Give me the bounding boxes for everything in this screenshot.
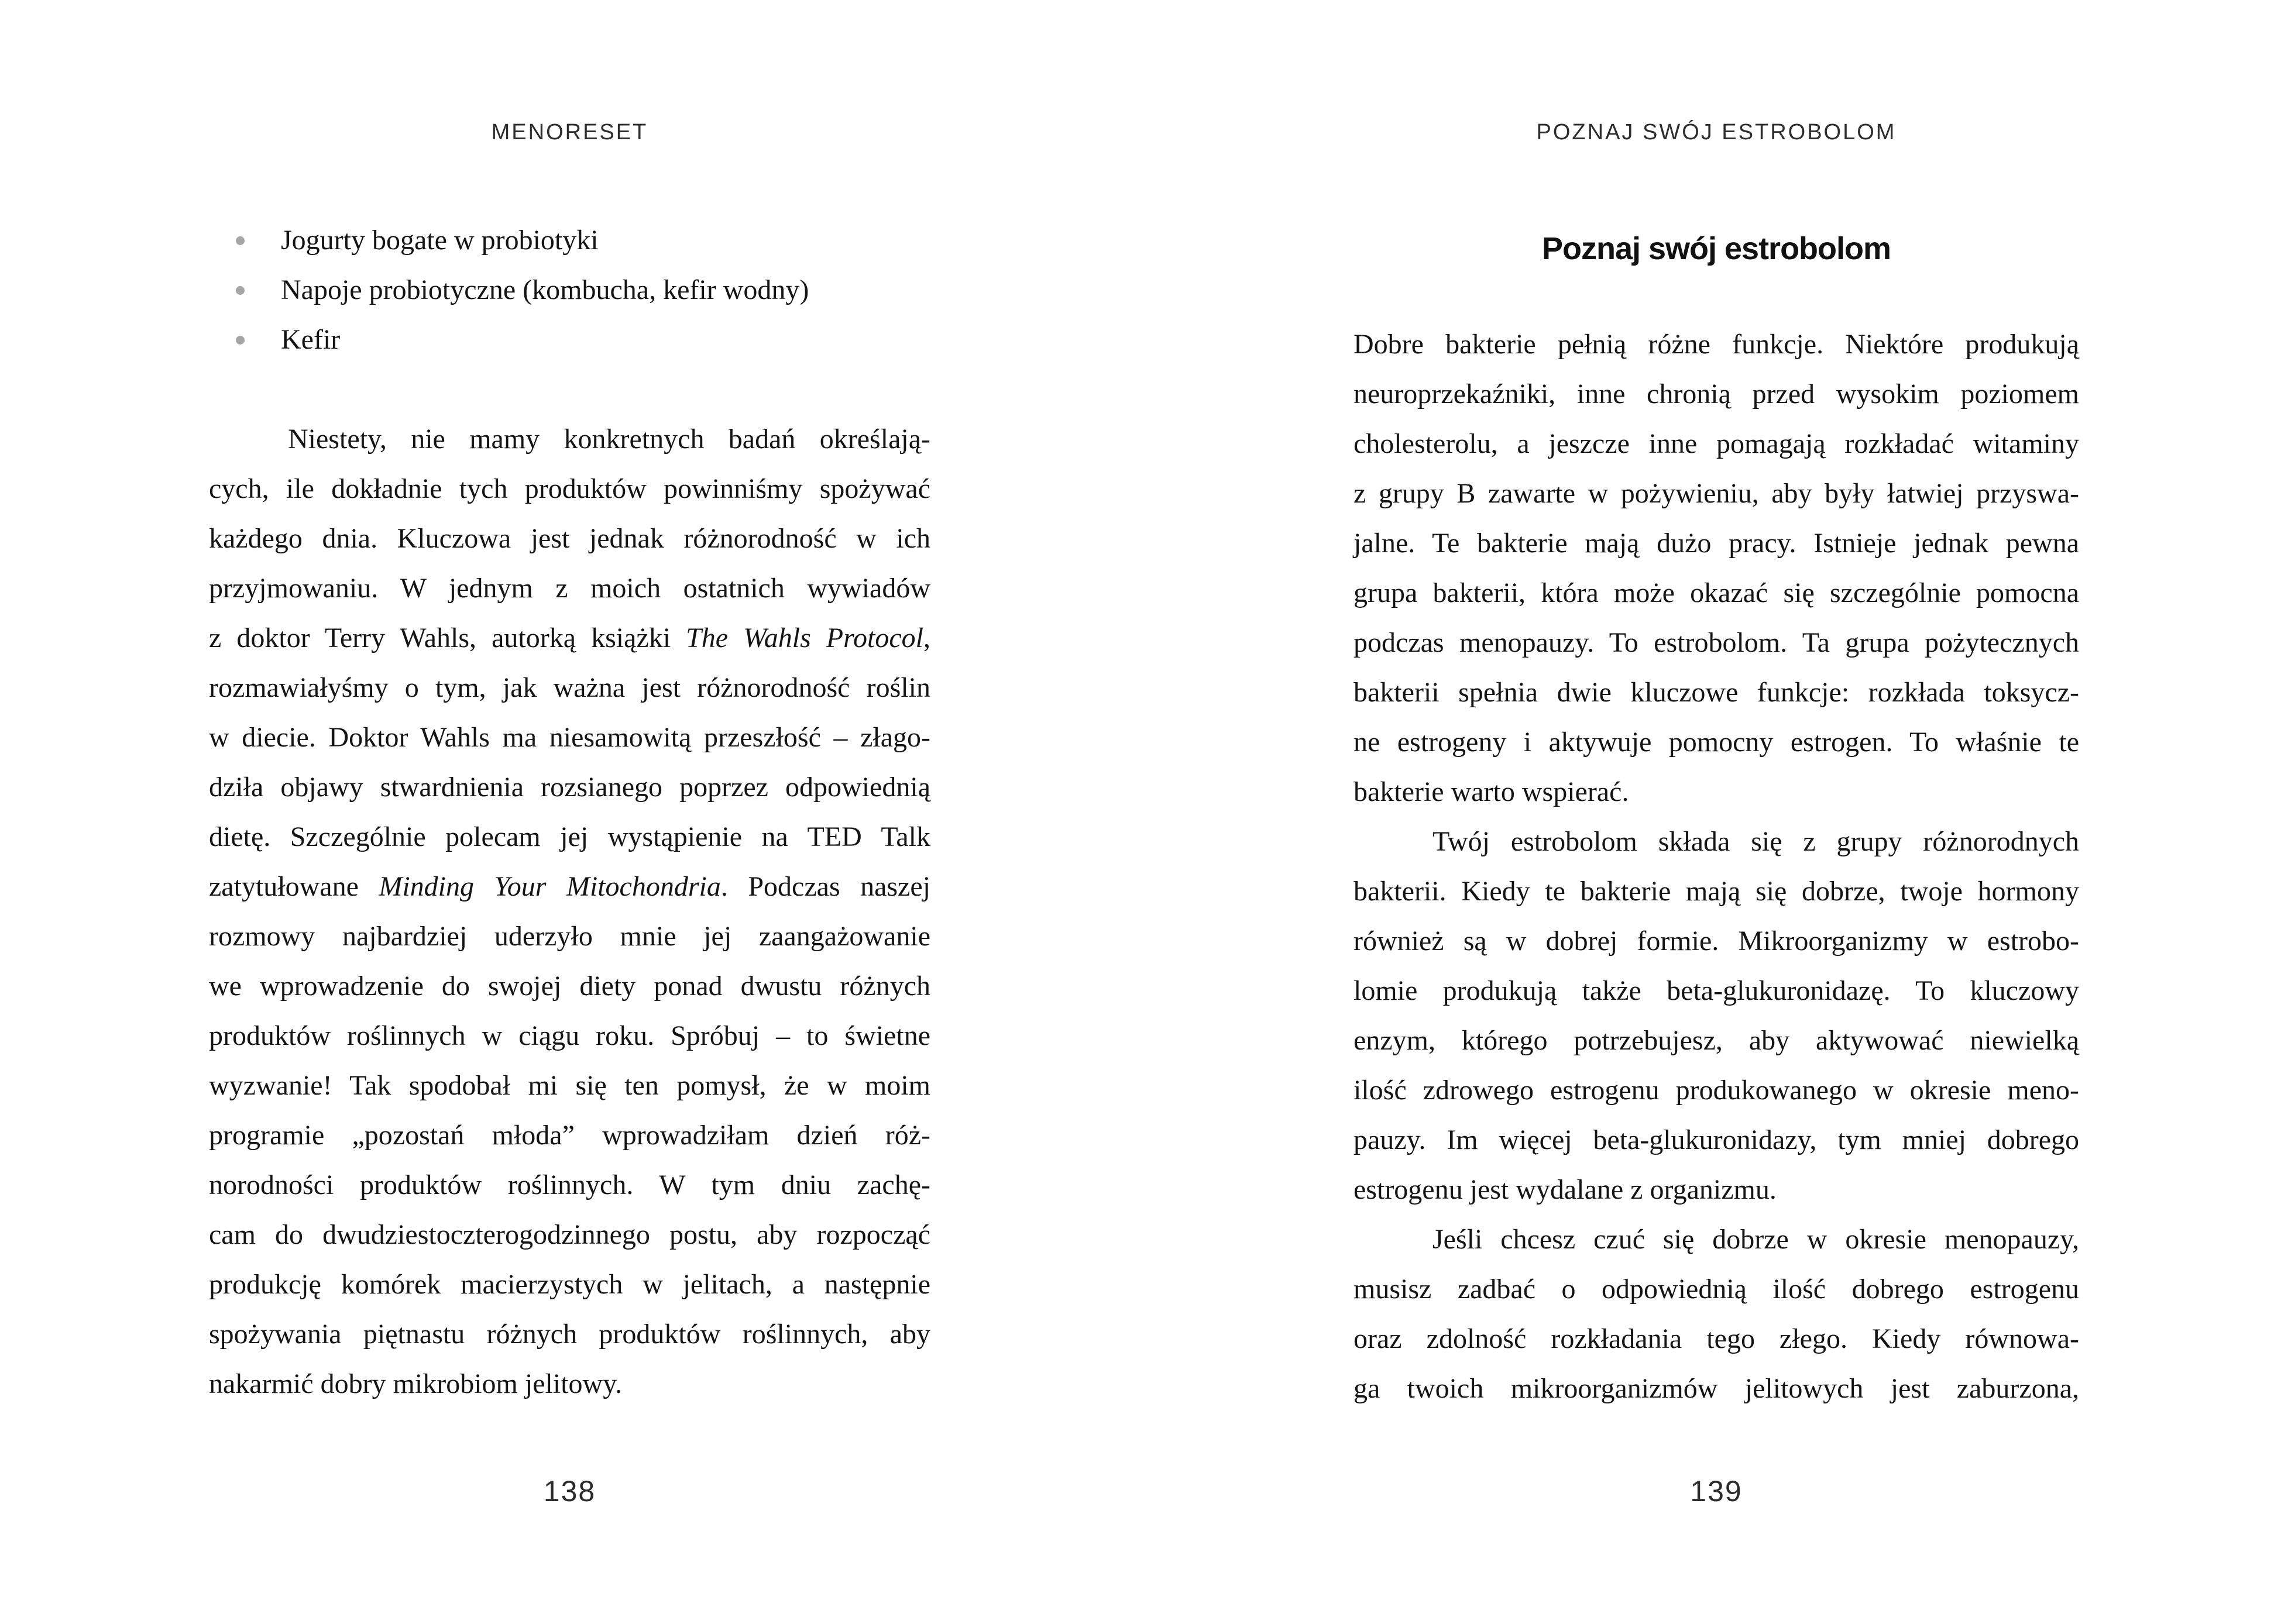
text-line (1354, 866, 2079, 916)
text-line (209, 713, 930, 762)
text-segment: ga twoich mikroorganizmów jelitowych jest zaburzona, (1354, 1373, 2079, 1404)
text-line (209, 862, 930, 911)
text-line (209, 563, 930, 613)
text-line (209, 514, 930, 563)
text-segment: bakterii. Kiedy te bakterie mają się dobrze, twoje hormony (1354, 876, 2079, 907)
text-segment: . Podczas naszej (720, 871, 931, 902)
paragraph (209, 414, 930, 1409)
text-segment: cych, ile dokładnie tych produktów powinniśmy spożywać (209, 473, 930, 504)
text-segment: bakterie warto wspierać. (1354, 776, 1629, 807)
text-line (1354, 518, 2079, 568)
page-number-right: 139 (1690, 1475, 1743, 1508)
section-title: Poznaj swój estrobolom (1541, 231, 1891, 266)
text-segment: przyjmowaniu. W jednym z moich ostatnich wywiadów (209, 573, 930, 604)
text-line (209, 911, 930, 961)
list-item (209, 315, 930, 364)
text-segment: produktów roślinnych w ciągu roku. Spróbuj – to świetne (209, 1020, 930, 1051)
text-line (209, 414, 930, 464)
text-segment: musisz zadbać o odpowiednią ilość dobrego estrogenu (1354, 1274, 2079, 1305)
text-segment: zatytułowane (209, 871, 379, 902)
bullet-icon (236, 236, 245, 245)
text-segment: programie „pozostań młoda” wprowadziłam dzień róż- (209, 1120, 930, 1151)
list-item-text: Kefir (281, 324, 341, 355)
text-line (1354, 1115, 2079, 1165)
text-segment: z doktor Terry Wahls, autorką książki (209, 622, 686, 653)
text-segment: , (923, 622, 930, 653)
text-segment: dziła objawy stwardnienia rozsianego poprzez odpowiednią (209, 772, 930, 803)
text-segment: Dobre bakterie pełnią różne funkcje. Niektóre produkują (1354, 329, 2079, 360)
text-line (1354, 817, 2079, 866)
text-segment: z grupy B zawarte w pożywieniu, aby były łatwiej przyswa- (1354, 478, 2079, 509)
text-segment: cam do dwudziestoczterogodzinnego postu, aby rozpocząć (209, 1219, 930, 1250)
text-segment: rozmawiałyśmy o tym, jak ważna jest różnorodność roślin (209, 672, 930, 703)
text-segment: ilość zdrowego estrogenu produkowanego w okresie meno- (1354, 1075, 2079, 1106)
text-line (1354, 1314, 2079, 1364)
left-page (209, 0, 930, 1624)
text-line (209, 961, 930, 1011)
text-line (209, 1359, 930, 1409)
list-item (209, 265, 930, 315)
text-segment: oraz zdolność rozkładania tego złego. Kiedy równowa- (1354, 1323, 2079, 1354)
text-segment: ne estrogeny i aktywuje pomocny estrogen. To właśnie te (1354, 727, 2079, 758)
text-segment: rozmowy najbardziej uderzyło mnie jej zaangażowanie (209, 921, 930, 952)
text-line (209, 1061, 930, 1110)
text-line (209, 1210, 930, 1260)
text-segment: cholesterolu, a jeszcze inne pomagają rozkładać witaminy (1354, 428, 2079, 459)
text-line (1354, 767, 2079, 817)
text-segment: dietę. Szczególnie polecam jej wystąpienie na TED Talk (209, 821, 930, 852)
text-segment: również są w dobrej formie. Mikroorganizmy w estrobo- (1354, 925, 2079, 956)
bullet-icon (236, 336, 245, 345)
running-head-left: MENORESET (491, 120, 648, 144)
text-segment: we wprowadzenie do swojej diety ponad dwustu różnych (209, 971, 930, 1002)
body-text-left (209, 414, 930, 1409)
text-line (1354, 916, 2079, 966)
bullet-icon (236, 286, 245, 295)
italic-text: Minding Your Mitochondria (379, 871, 721, 902)
text-line (209, 1110, 930, 1160)
text-line (1354, 618, 2079, 668)
list-item-text: Napoje probiotyczne (kombucha, kefir wodny) (281, 274, 809, 305)
text-segment: spożywania piętnastu różnych produktów roślinnych, aby (209, 1319, 930, 1350)
italic-text: The Wahls Protocol (686, 622, 923, 653)
text-line (209, 663, 930, 713)
text-line (209, 1260, 930, 1309)
list-item-text: Jogurty bogate w probiotyki (281, 225, 599, 256)
text-segment: jalne. Te bakterie mają dużo pracy. Istnieje jednak pewna (1354, 528, 2079, 559)
text-segment: Niestety, nie mamy konkretnych badań określają- (288, 424, 930, 455)
page-number-left: 138 (543, 1475, 596, 1508)
text-line (1354, 1065, 2079, 1115)
text-segment: lomie produkują także beta-glukuronidazę. To kluczowy (1354, 975, 2079, 1006)
paragraph (1354, 1214, 2079, 1413)
text-segment: pauzy. Im więcej beta-glukuronidazy, tym mniej dobrego (1354, 1124, 2079, 1155)
text-segment: bakterii spełnia dwie kluczowe funkcje: rozkłada toksycz- (1354, 677, 2079, 708)
text-line (1354, 966, 2079, 1016)
text-line (209, 1309, 930, 1359)
paragraph (1354, 817, 2079, 1214)
text-line (1354, 1264, 2079, 1314)
text-segment: neuroprzekaźniki, inne chronią przed wysokim poziomem (1354, 379, 2079, 410)
text-segment: estrogenu jest wydalane z organizmu. (1354, 1174, 1777, 1205)
text-segment: każdego dnia. Kluczowa jest jednak różnorodność w ich (209, 523, 930, 554)
text-line (1354, 668, 2079, 717)
body-text-right (1354, 319, 2079, 1413)
text-segment: wyzwanie! Tak spodobał mi się ten pomysł, że w moim (209, 1070, 930, 1101)
list-item (209, 215, 930, 265)
text-line (209, 613, 930, 663)
running-head-right: POZNAJ SWÓJ ESTROBOLOM (1536, 120, 1897, 144)
text-segment: enzym, którego potrzebujesz, aby aktywować niewielką (1354, 1025, 2079, 1056)
text-line (1354, 369, 2079, 419)
paragraph (1354, 319, 2079, 817)
text-segment: Twój estrobolom składa się z grupy różnorodnych (1433, 826, 2079, 857)
text-line (209, 1160, 930, 1210)
text-line (209, 812, 930, 862)
text-line (1354, 568, 2079, 618)
text-segment: podczas menopauzy. To estrobolom. Ta grupa pożytecznych (1354, 627, 2079, 658)
text-line (209, 762, 930, 812)
text-line (1354, 319, 2079, 369)
text-line (1354, 419, 2079, 469)
right-page (1354, 0, 2079, 1624)
bullet-list (209, 215, 930, 364)
text-line (209, 1011, 930, 1061)
text-segment: grupa bakterii, która może okazać się szczególnie pomocna (1354, 577, 2079, 608)
text-line (209, 464, 930, 514)
text-line (1354, 469, 2079, 518)
text-line (1354, 1214, 2079, 1264)
text-segment: produkcję komórek macierzystych w jelitach, a następnie (209, 1269, 930, 1300)
text-line (1354, 717, 2079, 767)
text-segment: w diecie. Doktor Wahls ma niesamowitą przeszłość – złago- (209, 722, 930, 753)
text-segment: norodności produktów roślinnych. W tym dniu zachę- (209, 1169, 930, 1200)
text-segment: nakarmić dobry mikrobiom jelitowy. (209, 1368, 623, 1399)
text-line (1354, 1165, 2079, 1214)
text-segment: Jeśli chcesz czuć się dobrze w okresie menopauzy, (1433, 1224, 2079, 1255)
text-line (1354, 1364, 2079, 1413)
text-line (1354, 1016, 2079, 1065)
